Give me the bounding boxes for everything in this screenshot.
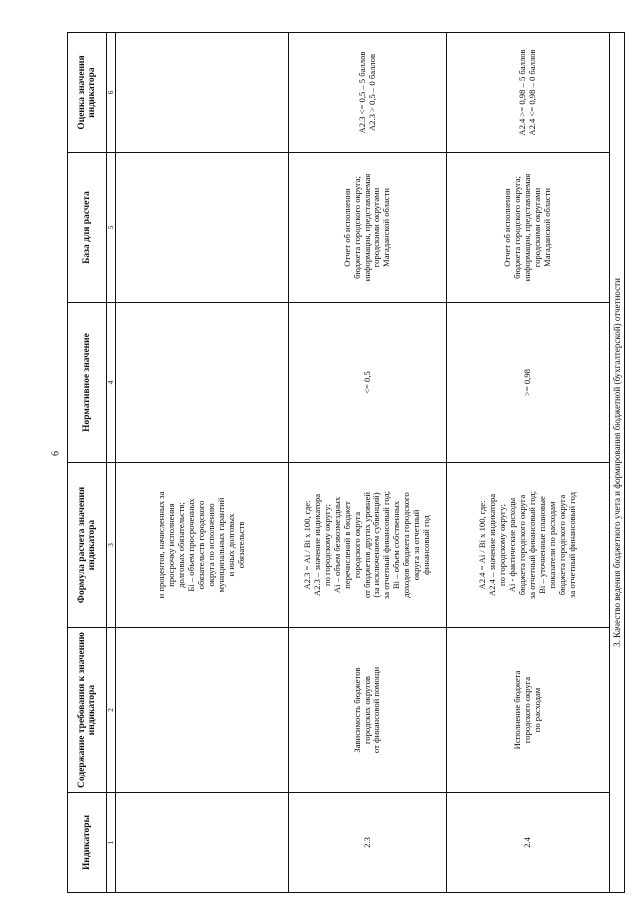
- text-line: по расходам: [531, 687, 542, 733]
- text-line: Магаданской области: [381, 188, 392, 267]
- cell-empty: [116, 793, 289, 893]
- text-line: Отчет об исполнении: [341, 188, 352, 267]
- normative-cell: >= 0,98: [447, 303, 610, 463]
- text-line: муниципальных гарантий: [215, 497, 226, 593]
- text-line: бюджета городского округа;: [512, 176, 523, 279]
- base-cell: [289, 153, 447, 303]
- text-line: показатели по расходам: [546, 501, 557, 589]
- base-cell: [447, 153, 610, 303]
- indicators-table: [67, 32, 625, 893]
- normative-cell: <= 0,5: [289, 303, 447, 463]
- text-line: Отчет об исполнении: [502, 188, 513, 267]
- page-number: 6: [50, 451, 62, 456]
- text-line: А2.4 <= 0,98 – 0 баллов: [527, 49, 537, 136]
- text-line: бюджета городского округа: [556, 494, 567, 596]
- section-title-row: [610, 33, 625, 893]
- continuation-formula-cell: [116, 463, 289, 628]
- column-number-row: [107, 33, 116, 893]
- text-line: финансовый год: [421, 515, 432, 575]
- requirement-cell: [289, 628, 447, 793]
- header-requirement: Содержание требования к значению индикатора: [68, 628, 107, 793]
- formula-cell: [289, 463, 447, 628]
- column-number: 5: [107, 153, 116, 303]
- text-line: от финансовой помощи: [371, 666, 382, 754]
- indicator-cell: 2.4: [447, 793, 610, 893]
- text-line: информация, представляемая: [522, 173, 533, 282]
- requirement-cell: [447, 628, 610, 793]
- text-line: А2.3 <= 0,5 – 5 баллов: [356, 51, 367, 134]
- section-title: 3. Качество ведения бюджетного учета и формирования бюджетной (бухгалтерской) отчетности: [610, 33, 625, 893]
- continuation-row: [116, 33, 289, 893]
- header-normative: Нормативное значение: [68, 303, 107, 463]
- text-line: округа по исполнению: [205, 503, 216, 587]
- table-row-2-4: [447, 33, 610, 893]
- text-line: от бюджетов других уровней: [361, 492, 372, 598]
- text-line: городских округов: [361, 676, 372, 744]
- text-line: информация, представляемая: [361, 173, 372, 282]
- rotated-page-content: [67, 33, 622, 893]
- text-line: округа за отчетный: [411, 509, 422, 581]
- text-line: (за исключением субвенций): [371, 492, 382, 598]
- text-line: за отчетный финансовый год;: [527, 490, 537, 600]
- text-line: Зависимость бюджетов: [351, 667, 362, 753]
- text-line: по городскому округу;: [321, 504, 332, 586]
- cell-empty: [116, 303, 289, 463]
- cell-empty: [116, 628, 289, 793]
- text-line: за отчетный финансовый год;: [381, 490, 392, 600]
- text-line: и процентов, начисленных за: [156, 491, 167, 599]
- text-line: Бi – объем просроченных: [186, 498, 197, 592]
- text-line: А2.4 >= 0,98 – 5 баллов: [517, 49, 528, 136]
- column-number: 6: [107, 33, 116, 153]
- header-base: База для расчета: [68, 153, 107, 303]
- text-line: А2.3 = Аi / Вi x 100, где:: [301, 500, 312, 590]
- evaluation-cell: [289, 33, 447, 153]
- evaluation-cell: [447, 33, 610, 153]
- text-line: бюджета городского округа;: [351, 176, 362, 279]
- text-line: А2.3 > 0,5 – 0 баллов: [366, 53, 377, 132]
- header-row: [68, 33, 107, 893]
- column-number: 1: [107, 793, 116, 893]
- text-line: по городскому округу;: [497, 504, 508, 586]
- text-line: бюджета городского округа: [517, 494, 528, 596]
- column-number: 3: [107, 463, 116, 628]
- text-line: долговых обязательств;: [176, 502, 187, 588]
- text-line: за отчетный финансовый год: [566, 492, 577, 598]
- text-line: обязательств городского: [196, 500, 207, 590]
- text-line: городского округа: [522, 676, 533, 744]
- text-line: городского округа: [351, 511, 362, 579]
- text-line: А2.4 – значение индикатора: [487, 493, 498, 597]
- text-line: Магаданской области: [541, 188, 552, 267]
- text-line: А2.3 – значение индикатора: [311, 493, 322, 597]
- text-line: А2.4 = Аi / Вi x 100, где:: [477, 500, 488, 590]
- text-line: городскими округами: [371, 187, 382, 268]
- text-line: перечислений в бюджет: [341, 501, 352, 589]
- text-line: доходов бюджета городского: [401, 492, 412, 598]
- text-line: обязательств: [235, 521, 246, 569]
- formula-cell: [447, 463, 610, 628]
- column-number: 4: [107, 303, 116, 463]
- cell-empty: [116, 153, 289, 303]
- indicator-cell: 2.3: [289, 793, 447, 893]
- text-line: Вi – объем собственных: [391, 500, 402, 590]
- column-number: 2: [107, 628, 116, 793]
- text-line: Исполнение бюджета: [512, 670, 523, 750]
- text-line: Аi – объем безвозмездных: [331, 496, 342, 594]
- text-line: Аi - фактические расходы: [507, 497, 518, 593]
- text-line: городскими округами: [531, 187, 542, 268]
- text-line: Вi – уточненные плановые: [536, 496, 547, 594]
- header-formula: Формула расчета значения индикатора: [68, 463, 107, 628]
- header-evaluation: Оценка значения индикатора: [68, 33, 107, 153]
- text-line: и иных долговых: [225, 513, 236, 577]
- table-row-2-3: [289, 33, 447, 893]
- header-indicators: Индикаторы: [68, 793, 107, 893]
- cell-empty: [116, 33, 289, 153]
- text-line: просрочку исполнения: [166, 503, 177, 587]
